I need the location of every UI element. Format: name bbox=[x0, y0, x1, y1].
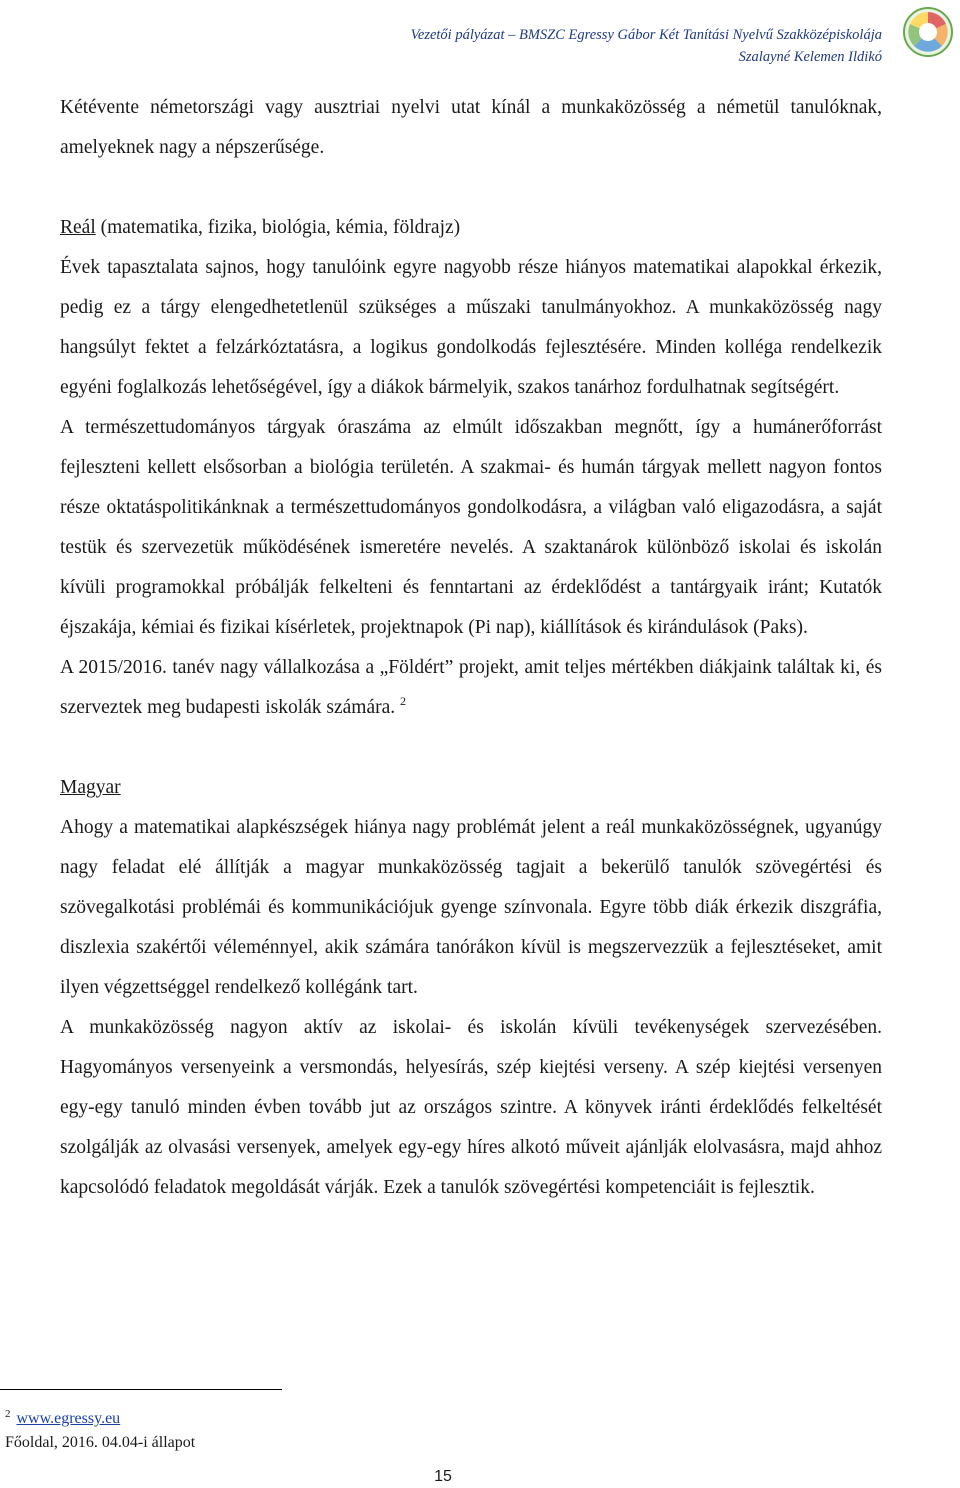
footnotes bbox=[5, 1402, 195, 1455]
paragraph-german-trip: Kétévente németországi vagy ausztriai nyelvi utat kínál a munkaközösség a németül tanulóknak, amelyeknek nagy a népszerűsége. bbox=[60, 97, 882, 158]
page-header bbox=[411, 24, 882, 68]
real-label: Reál bbox=[60, 217, 96, 238]
footnote-link[interactable]: www.egressy.eu bbox=[16, 1410, 121, 1427]
paragraph-competitions: A munkaközösség nagyon aktív az iskolai- és iskolán kívüli tevékenységek szervezésében. Hagyományos versenyeink a versmondás, helyesírás, szép kiejtési verseny. A szép kiejtési versenyen egy-egy tanuló minden évben tovább jut az országos szintre. A könyvek iránti érdeklődés felkeltését szolgálják az olvasási versenyek, amelyek egy-egy híres alkotó műveit ajánlják elolvasásra, majd ahhoz kapcsolódó feladatok megoldását várják. Ezek a tanulók szövegértési kompetenciáit is fejlesztik. bbox=[60, 1017, 882, 1198]
school-logo-icon bbox=[902, 6, 954, 58]
section-heading-real bbox=[60, 208, 882, 248]
real-subjects: (matematika, fizika, biológia, kémia, földrajz) bbox=[95, 217, 461, 238]
magyar-label: Magyar bbox=[60, 777, 121, 798]
header-author: Szalayné Kelemen Ildikó bbox=[738, 49, 882, 65]
footnote-note: Főoldal, 2016. 04.04-i állapot bbox=[5, 1434, 196, 1451]
paragraph-project bbox=[60, 648, 882, 728]
project-text: A 2015/2016. tanév nagy vállalkozása a „Földért” projekt, amit teljes mértékben diákjaink találtak ki, és szerveztek meg budapesti iskolák számára. bbox=[60, 657, 882, 718]
paragraph-science: A természettudományos tárgyak óraszáma az elmúlt időszakban megnőtt, így a humánerőforrást fejleszteni kellett elsősorban a biológia területén. A szakmai- és humán tárgyak mellett nagyon fontos része oktatáspolitikánknak a természettudományos gondolkodásra, a világban való eligazodásra, a saját testük és szervezetük működésének ismeretére nevelés. A szaktanárok különböző iskolai és iskolán kívüli programokkal próbálják felkelteni és fenntartani az érdeklődést a tantárgyaik iránt; Kutatók éjszakája, kémiai és fizikai kísérletek, projektnapok (Pi nap), kiállítások és kirándulások (Paks). bbox=[60, 417, 882, 638]
page-number: 15 bbox=[434, 1468, 452, 1485]
footnote-number: 2 bbox=[5, 1408, 11, 1420]
footnote-divider bbox=[0, 1389, 282, 1390]
paragraph-math: Évek tapasztalata sajnos, hogy tanulóink egyre nagyobb része hiányos matematikai alapokkal érkezik, pedig ez a tárgy elengedhetetlenül szükséges a műszaki tanulmányokhoz. A munkaközösség nagy hangsúlyt fektet a felzárkóztatásra, a logikus gondolkodás fejlesztésére. Minden kolléga rendelkezik egyéni foglalkozás lehetőségével, így a diákok bármelyik, szakos tanárhoz fordulhatnak segítségért. bbox=[60, 257, 882, 398]
paragraph-hungarian: Ahogy a matematikai alapkészségek hiánya nagy problémát jelent a reál munkaközösségnek, ugyanúgy nagy feladat elé állítják a magyar munkaközösség tagjait a bekerülő tanulók szövegértési és szövegalkotási problémái és kommunikációjuk gyenge színvonala. Egyre több diák érkezik diszgráfia, diszlexia szakértői véleménnyel, akik számára tanórákon kívül is megszervezzük a fejlesztéseket, amit ilyen végzettséggel rendelkező kollégánk tart. bbox=[60, 817, 882, 998]
document-body bbox=[60, 88, 882, 1208]
section-heading-magyar bbox=[60, 768, 882, 808]
header-title: Vezetői pályázat – BMSZC Egressy Gábor Két Tanítási Nyelvű Szakközépiskolája bbox=[410, 27, 882, 43]
footnote-ref: 2 bbox=[400, 694, 407, 708]
footnote-2 bbox=[5, 1402, 195, 1431]
